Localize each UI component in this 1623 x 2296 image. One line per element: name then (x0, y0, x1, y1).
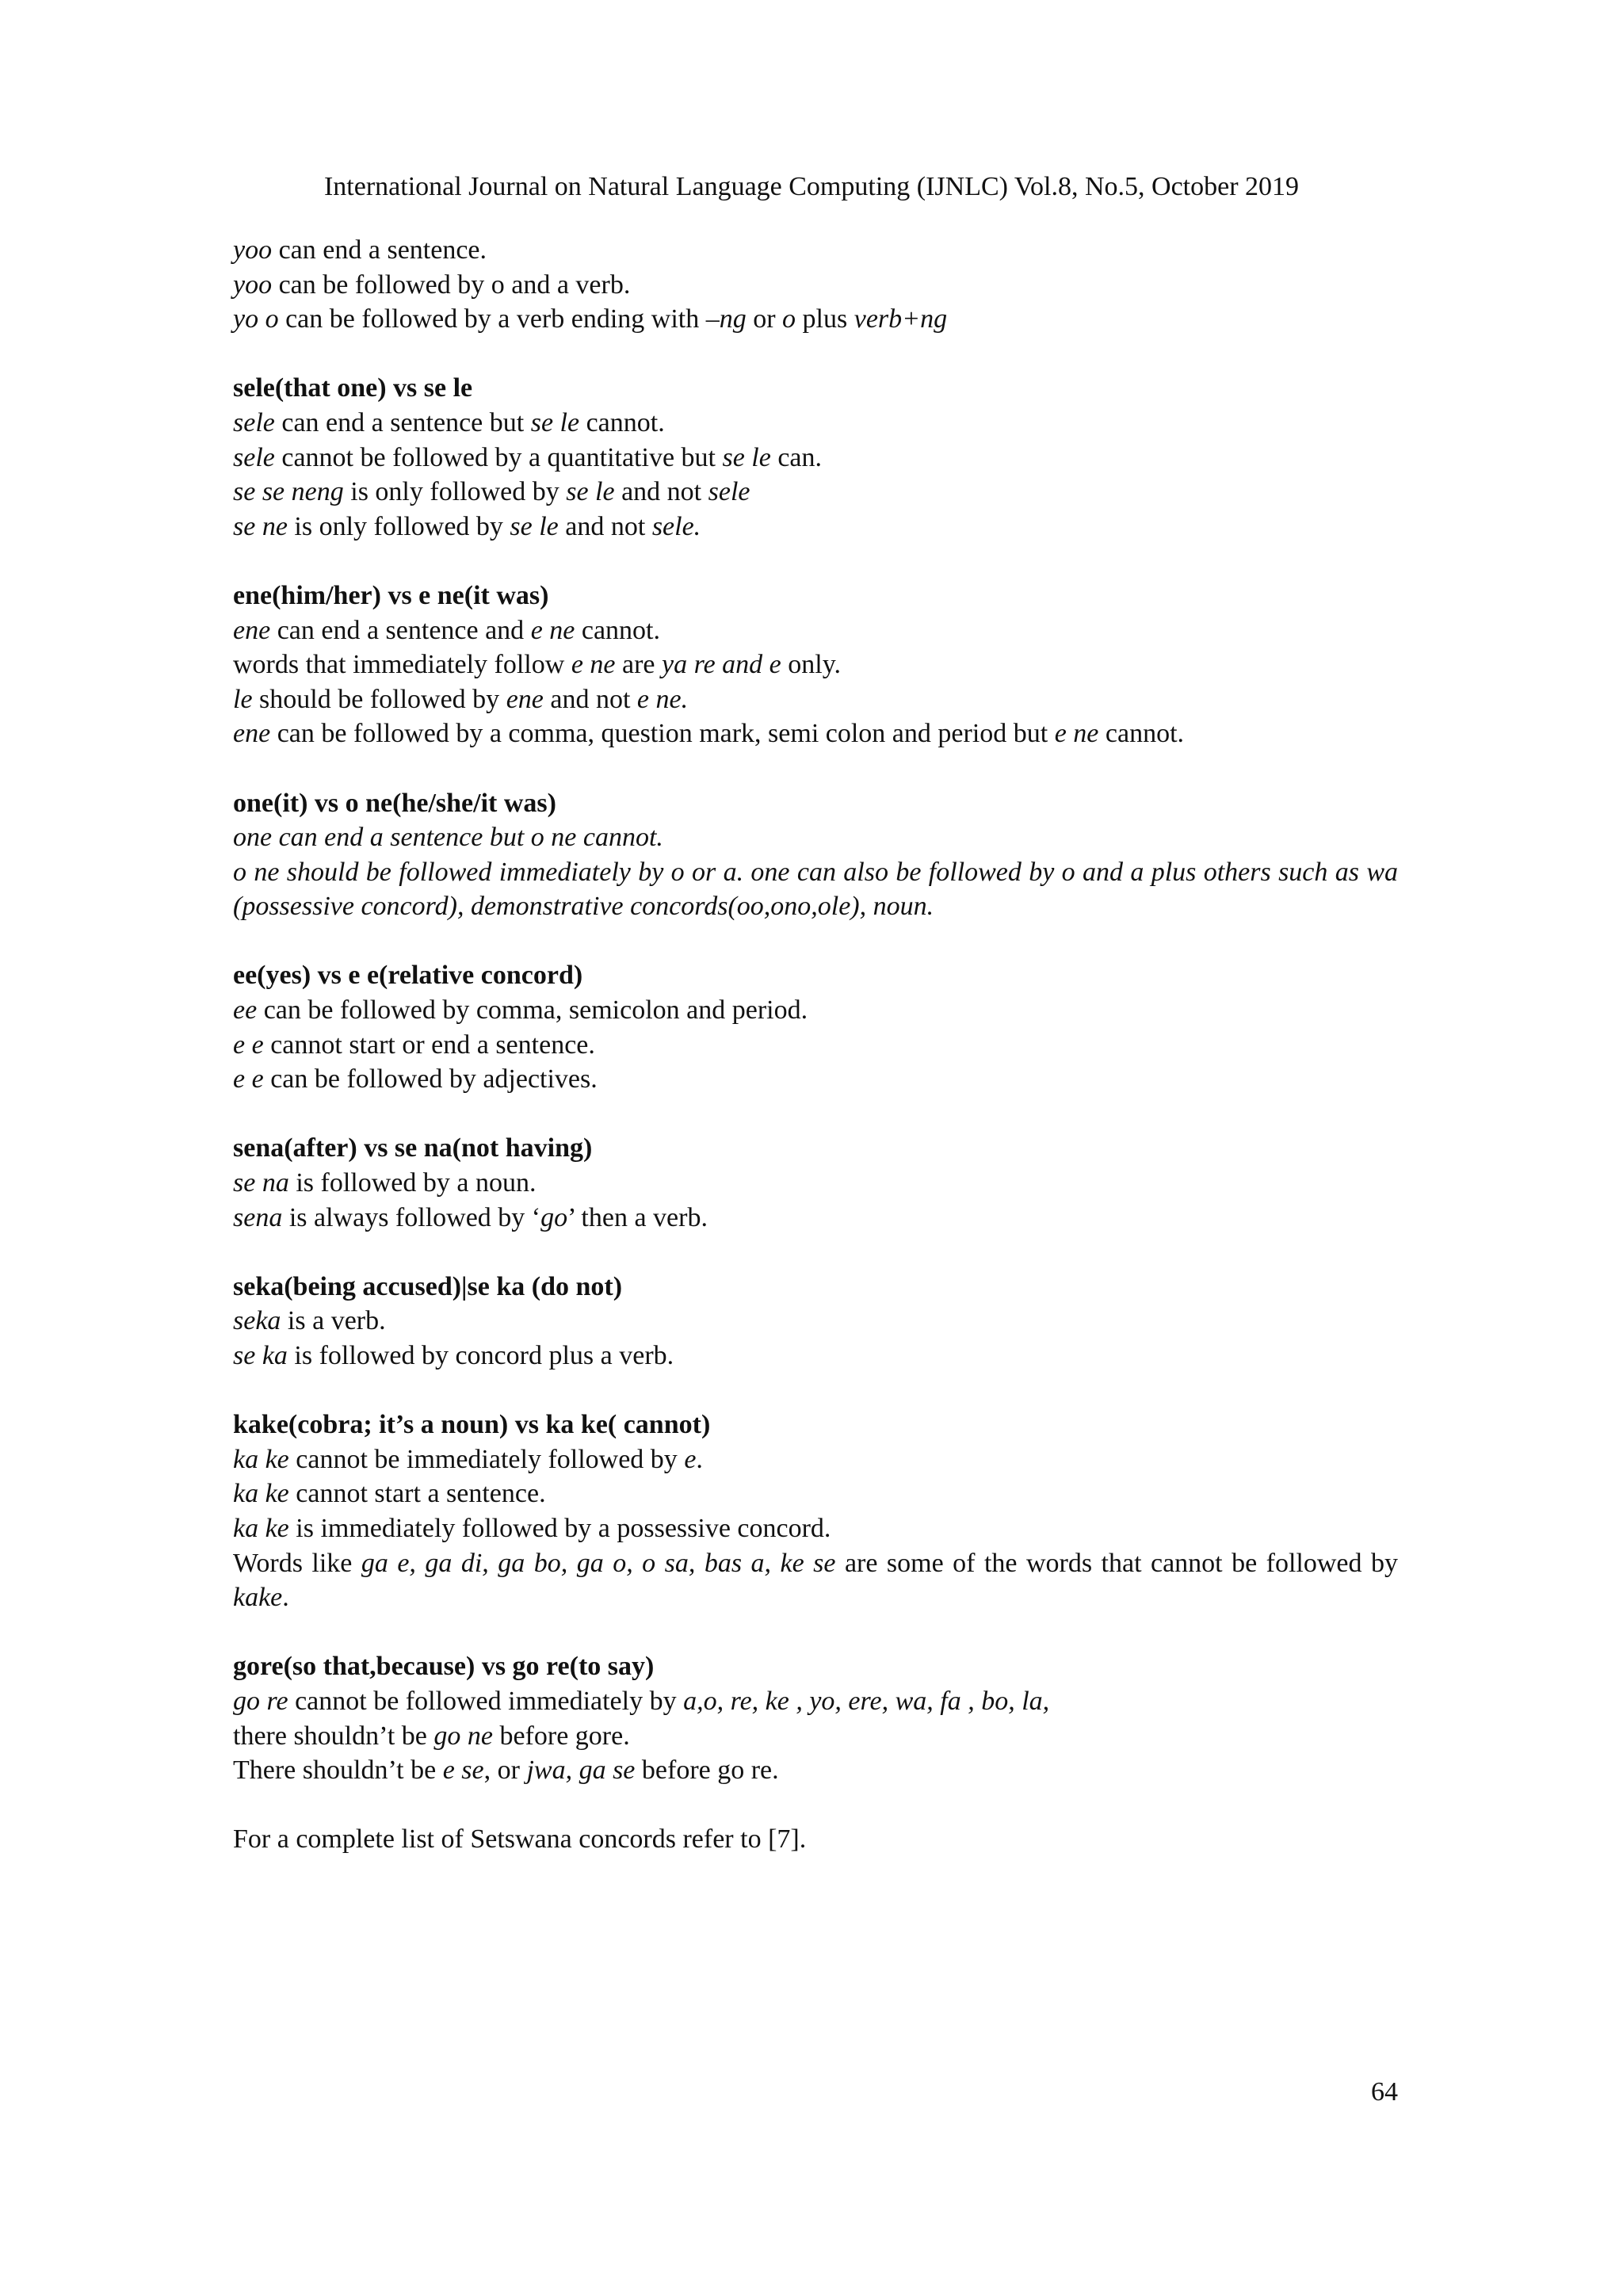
rule-section (233, 371, 1398, 544)
italic-term: ene (506, 684, 544, 714)
text-line (233, 1546, 1398, 1615)
text-segment: . (282, 1583, 289, 1613)
italic-term: se le (530, 407, 580, 437)
text-line (233, 1304, 1398, 1339)
italic-term: sele (708, 477, 750, 507)
text-segment: should be followed by (252, 684, 506, 714)
text-segment: is immediately followed by a possessive concord. (288, 1513, 831, 1543)
text-segment: can end a sentence and (270, 615, 531, 645)
spacer (233, 1373, 1398, 1408)
spacer (233, 1097, 1398, 1132)
text-segment: plus (796, 304, 854, 334)
page-body (233, 233, 1398, 1857)
italic-term: ee (233, 995, 258, 1026)
italic-term: ene (233, 719, 271, 749)
italic-term: one can end a sentence but o ne cannot. (233, 823, 663, 853)
text-segment: cannot be immediately followed by (288, 1444, 685, 1474)
text-segment: cannot be followed immediately by (288, 1686, 684, 1716)
italic-term: e ne (571, 650, 616, 680)
text-line (233, 441, 1398, 476)
italic-term: sele (233, 442, 275, 472)
text-line (233, 993, 1398, 1028)
text-segment: can. (770, 442, 823, 472)
italic-term: le (233, 684, 253, 714)
text-segment: can be followed by comma, semicolon and period. (257, 995, 808, 1026)
italic-term: yoo (233, 235, 273, 265)
text-segment: . (696, 1444, 703, 1474)
text-segment: Words like (233, 1548, 361, 1578)
text-segment: are (615, 650, 663, 680)
text-segment: cannot. (1098, 719, 1185, 749)
italic-term: sena (233, 1202, 283, 1232)
italic-term: e se (442, 1755, 484, 1786)
journal-header: International Journal on Natural Language Computing (IJNLC) Vol.8, No.5, October 2019 (323, 172, 1300, 201)
italic-term: e ne (1054, 719, 1099, 749)
text-segment: , or (483, 1755, 527, 1786)
spacer (233, 544, 1398, 579)
section-title: sena(after) vs se na(not having) (233, 1133, 593, 1163)
spacer (233, 1615, 1398, 1650)
italic-term: yo o (233, 304, 279, 334)
text-segment: and not (558, 511, 652, 541)
italic-term: sele (233, 407, 275, 437)
italic-term: a,o, re, ke , yo, ere, wa, fa , bo, la, (683, 1686, 1050, 1716)
italic-term: e e (233, 1030, 264, 1060)
text-line (233, 302, 1398, 337)
italic-term: e e (233, 1064, 264, 1095)
text-segment: cannot be followed by a quantitative but (274, 442, 723, 472)
italic-term: go ne (433, 1721, 493, 1751)
text-segment: there shouldn’t be (233, 1721, 434, 1751)
text-line (233, 648, 1398, 682)
text-segment: can be followed by o and a verb. (272, 269, 631, 300)
text-segment: can end a sentence. (272, 235, 487, 265)
closing-paragraph: For a complete list of Setswana concords refer to [7]. (233, 1824, 807, 1855)
text-segment: only. (781, 650, 842, 680)
text-line (233, 475, 1398, 510)
text-line (233, 268, 1398, 303)
text-segment: cannot start or end a sentence. (263, 1030, 595, 1060)
section-title: seka(being accused)|se ka (do not) (233, 1271, 623, 1301)
text-segment: or (746, 304, 783, 334)
section-title: kake(cobra; it’s a noun) vs ka ke( cannot) (233, 1410, 711, 1440)
text-line (233, 1719, 1398, 1754)
text-line (233, 233, 1398, 268)
text-line (233, 1028, 1398, 1063)
italic-term: ga e, ga di, ga bo, ga o, o sa, bas a, ke se (361, 1548, 836, 1578)
italic-term: se na (233, 1168, 289, 1198)
rule-section (233, 958, 1398, 1096)
text-segment: cannot start a sentence. (288, 1479, 546, 1509)
section-title: ee(yes) vs e e(relative concord) (233, 961, 583, 991)
italic-term: yoo (233, 269, 273, 300)
italic-term: –ng (705, 304, 747, 334)
italic-term: e (684, 1444, 697, 1474)
text-segment: are some of the words that cannot be followed by (835, 1548, 1398, 1578)
text-line (233, 1477, 1398, 1511)
text-segment: is followed by concord plus a verb. (287, 1341, 674, 1370)
section-title: gore(so that,because) vs go re(to say) (233, 1652, 655, 1682)
italic-term: go (540, 1202, 568, 1232)
intro-block (233, 233, 1398, 337)
italic-term: o ne should be followed immediately by o or a. one can also be followed by o and a plus others such as wa (possessive concord), demonstrative concords(oo,ono,ole), noun. (233, 857, 1398, 922)
italic-term: se ka (233, 1341, 288, 1370)
section-title: ene(him/her) vs e ne(it was) (233, 580, 549, 610)
text-line (233, 716, 1398, 751)
text-segment: and not (614, 477, 708, 507)
spacer (233, 924, 1398, 959)
italic-term: e ne. (636, 684, 689, 714)
text-line (233, 1442, 1398, 1477)
text-line (233, 613, 1398, 648)
text-segment: is always followed by ‘ (282, 1202, 541, 1232)
text-segment: is a verb. (281, 1306, 386, 1336)
text-line (233, 1684, 1398, 1719)
italic-term: se le (722, 442, 771, 472)
rule-section (233, 786, 1398, 924)
italic-term: o (782, 304, 796, 334)
rule-section (233, 579, 1398, 751)
italic-term: ya re and e (662, 650, 781, 680)
text-line (233, 682, 1398, 717)
italic-term: e ne (530, 615, 575, 645)
italic-term: se le (510, 511, 559, 541)
italic-term: jwa, ga se (526, 1755, 636, 1786)
italic-term: ka ke (233, 1444, 289, 1474)
italic-term: seka (233, 1306, 281, 1336)
text-segment: before go re. (635, 1755, 779, 1786)
text-line (233, 1753, 1398, 1788)
section-title: sele(that one) vs se le (233, 373, 473, 403)
text-segment: cannot. (579, 407, 665, 437)
text-line (233, 820, 1398, 855)
italic-term: go re (233, 1686, 288, 1716)
rule-section (233, 1649, 1398, 1787)
section-title: one(it) vs o ne(he/she/it was) (233, 788, 556, 818)
text-line (233, 1339, 1398, 1373)
text-line (233, 510, 1398, 544)
text-line (233, 1511, 1398, 1546)
text-segment: before gore. (492, 1721, 630, 1751)
italic-term: se le (566, 477, 615, 507)
italic-term: se ne (233, 511, 288, 541)
text-segment: is only followed by (343, 477, 567, 507)
spacer (233, 1235, 1398, 1270)
text-segment: ’ then a verb. (567, 1202, 708, 1232)
text-line (233, 1201, 1398, 1236)
text-line (233, 1166, 1398, 1201)
italic-term: verb+ng (854, 304, 948, 334)
text-segment: can be followed by a comma, question mark, semi colon and period but (270, 719, 1055, 749)
text-line (233, 855, 1398, 924)
text-segment: There shouldn’t be (233, 1755, 443, 1786)
spacer (233, 337, 1398, 372)
rule-section (233, 1270, 1398, 1373)
italic-term: ka ke (233, 1513, 289, 1543)
rule-section (233, 1408, 1398, 1615)
rule-section (233, 1131, 1398, 1235)
italic-term: ka ke (233, 1479, 289, 1509)
text-line (233, 406, 1398, 441)
italic-term: sele. (651, 511, 701, 541)
sections-container (233, 337, 1398, 1788)
text-segment: is followed by a noun. (288, 1168, 537, 1198)
spacer (233, 1788, 1398, 1823)
text-segment: cannot. (575, 615, 661, 645)
text-line (233, 1062, 1398, 1097)
italic-term: se se neng (233, 477, 344, 507)
text-segment: and not (543, 684, 637, 714)
page-number: 64 (1371, 2077, 1398, 2107)
text-segment: can be followed by a verb ending with (278, 304, 706, 334)
spacer (233, 751, 1398, 786)
text-segment: can be followed by adjectives. (263, 1064, 598, 1095)
text-segment: is only followed by (287, 511, 510, 541)
text-segment: can end a sentence but (274, 407, 531, 437)
italic-term: kake (233, 1583, 283, 1613)
text-segment: words that immediately follow (233, 650, 571, 680)
italic-term: ene (233, 615, 271, 645)
